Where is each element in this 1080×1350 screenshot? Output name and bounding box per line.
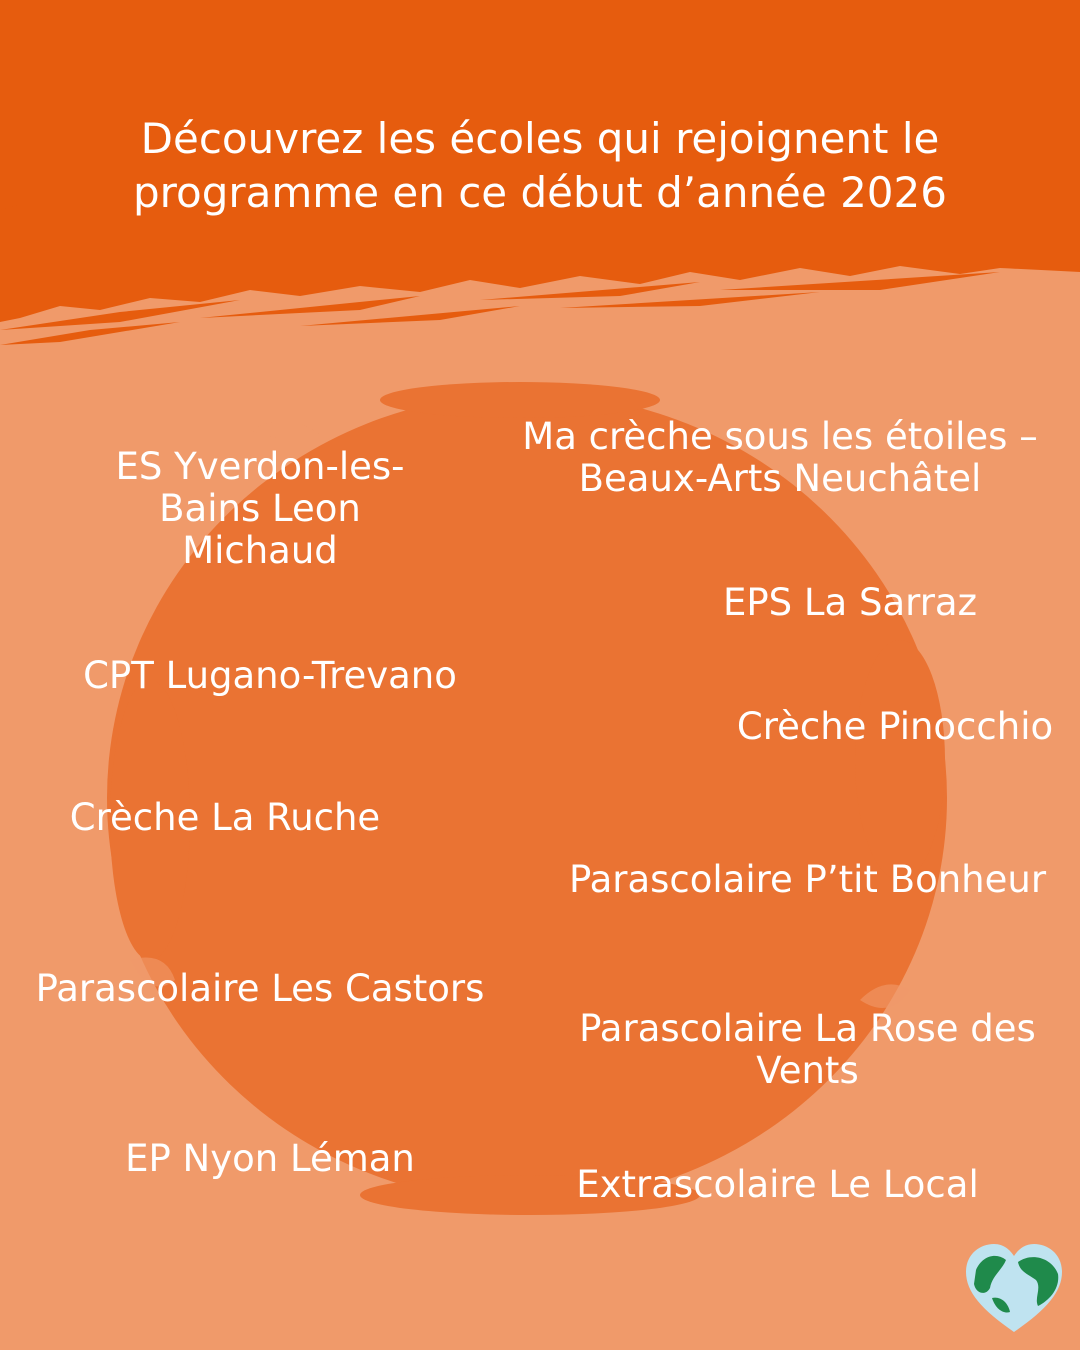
school-creche-pinocchio: Crèche Pinocchio xyxy=(736,705,1054,748)
page-title xyxy=(60,112,1020,220)
school-es-yverdon: ES Yverdon-les-Bains Leon Michaud xyxy=(115,445,405,572)
school-ma-creche-sous-les-etoiles: Ma crèche sous les étoiles – Beaux-Arts Neuchâtel xyxy=(522,415,1038,500)
school-parascolaire-ptit-bonheur: Parascolaire P’tit Bonheur xyxy=(568,858,1047,901)
heart-globe-logo-icon xyxy=(962,1240,1066,1336)
school-ep-nyon-leman: EP Nyon Léman xyxy=(125,1137,415,1180)
school-extrascolaire-le-local: Extrascolaire Le Local xyxy=(576,1163,979,1206)
school-creche-la-ruche: Crèche La Ruche xyxy=(69,796,381,839)
school-eps-la-sarraz: EPS La Sarraz xyxy=(722,581,977,624)
school-parascolaire-les-castors: Parascolaire Les Castors xyxy=(35,967,485,1010)
school-cpt-lugano: CPT Lugano-Trevano xyxy=(83,654,457,697)
school-parascolaire-la-rose-des-vents: Parascolaire La Rose des Vents xyxy=(579,1007,1036,1092)
title-line-1: Découvrez les écoles qui rejoignent le xyxy=(140,114,940,163)
title-line-2: programme en ce début d’année 2026 xyxy=(133,168,947,217)
